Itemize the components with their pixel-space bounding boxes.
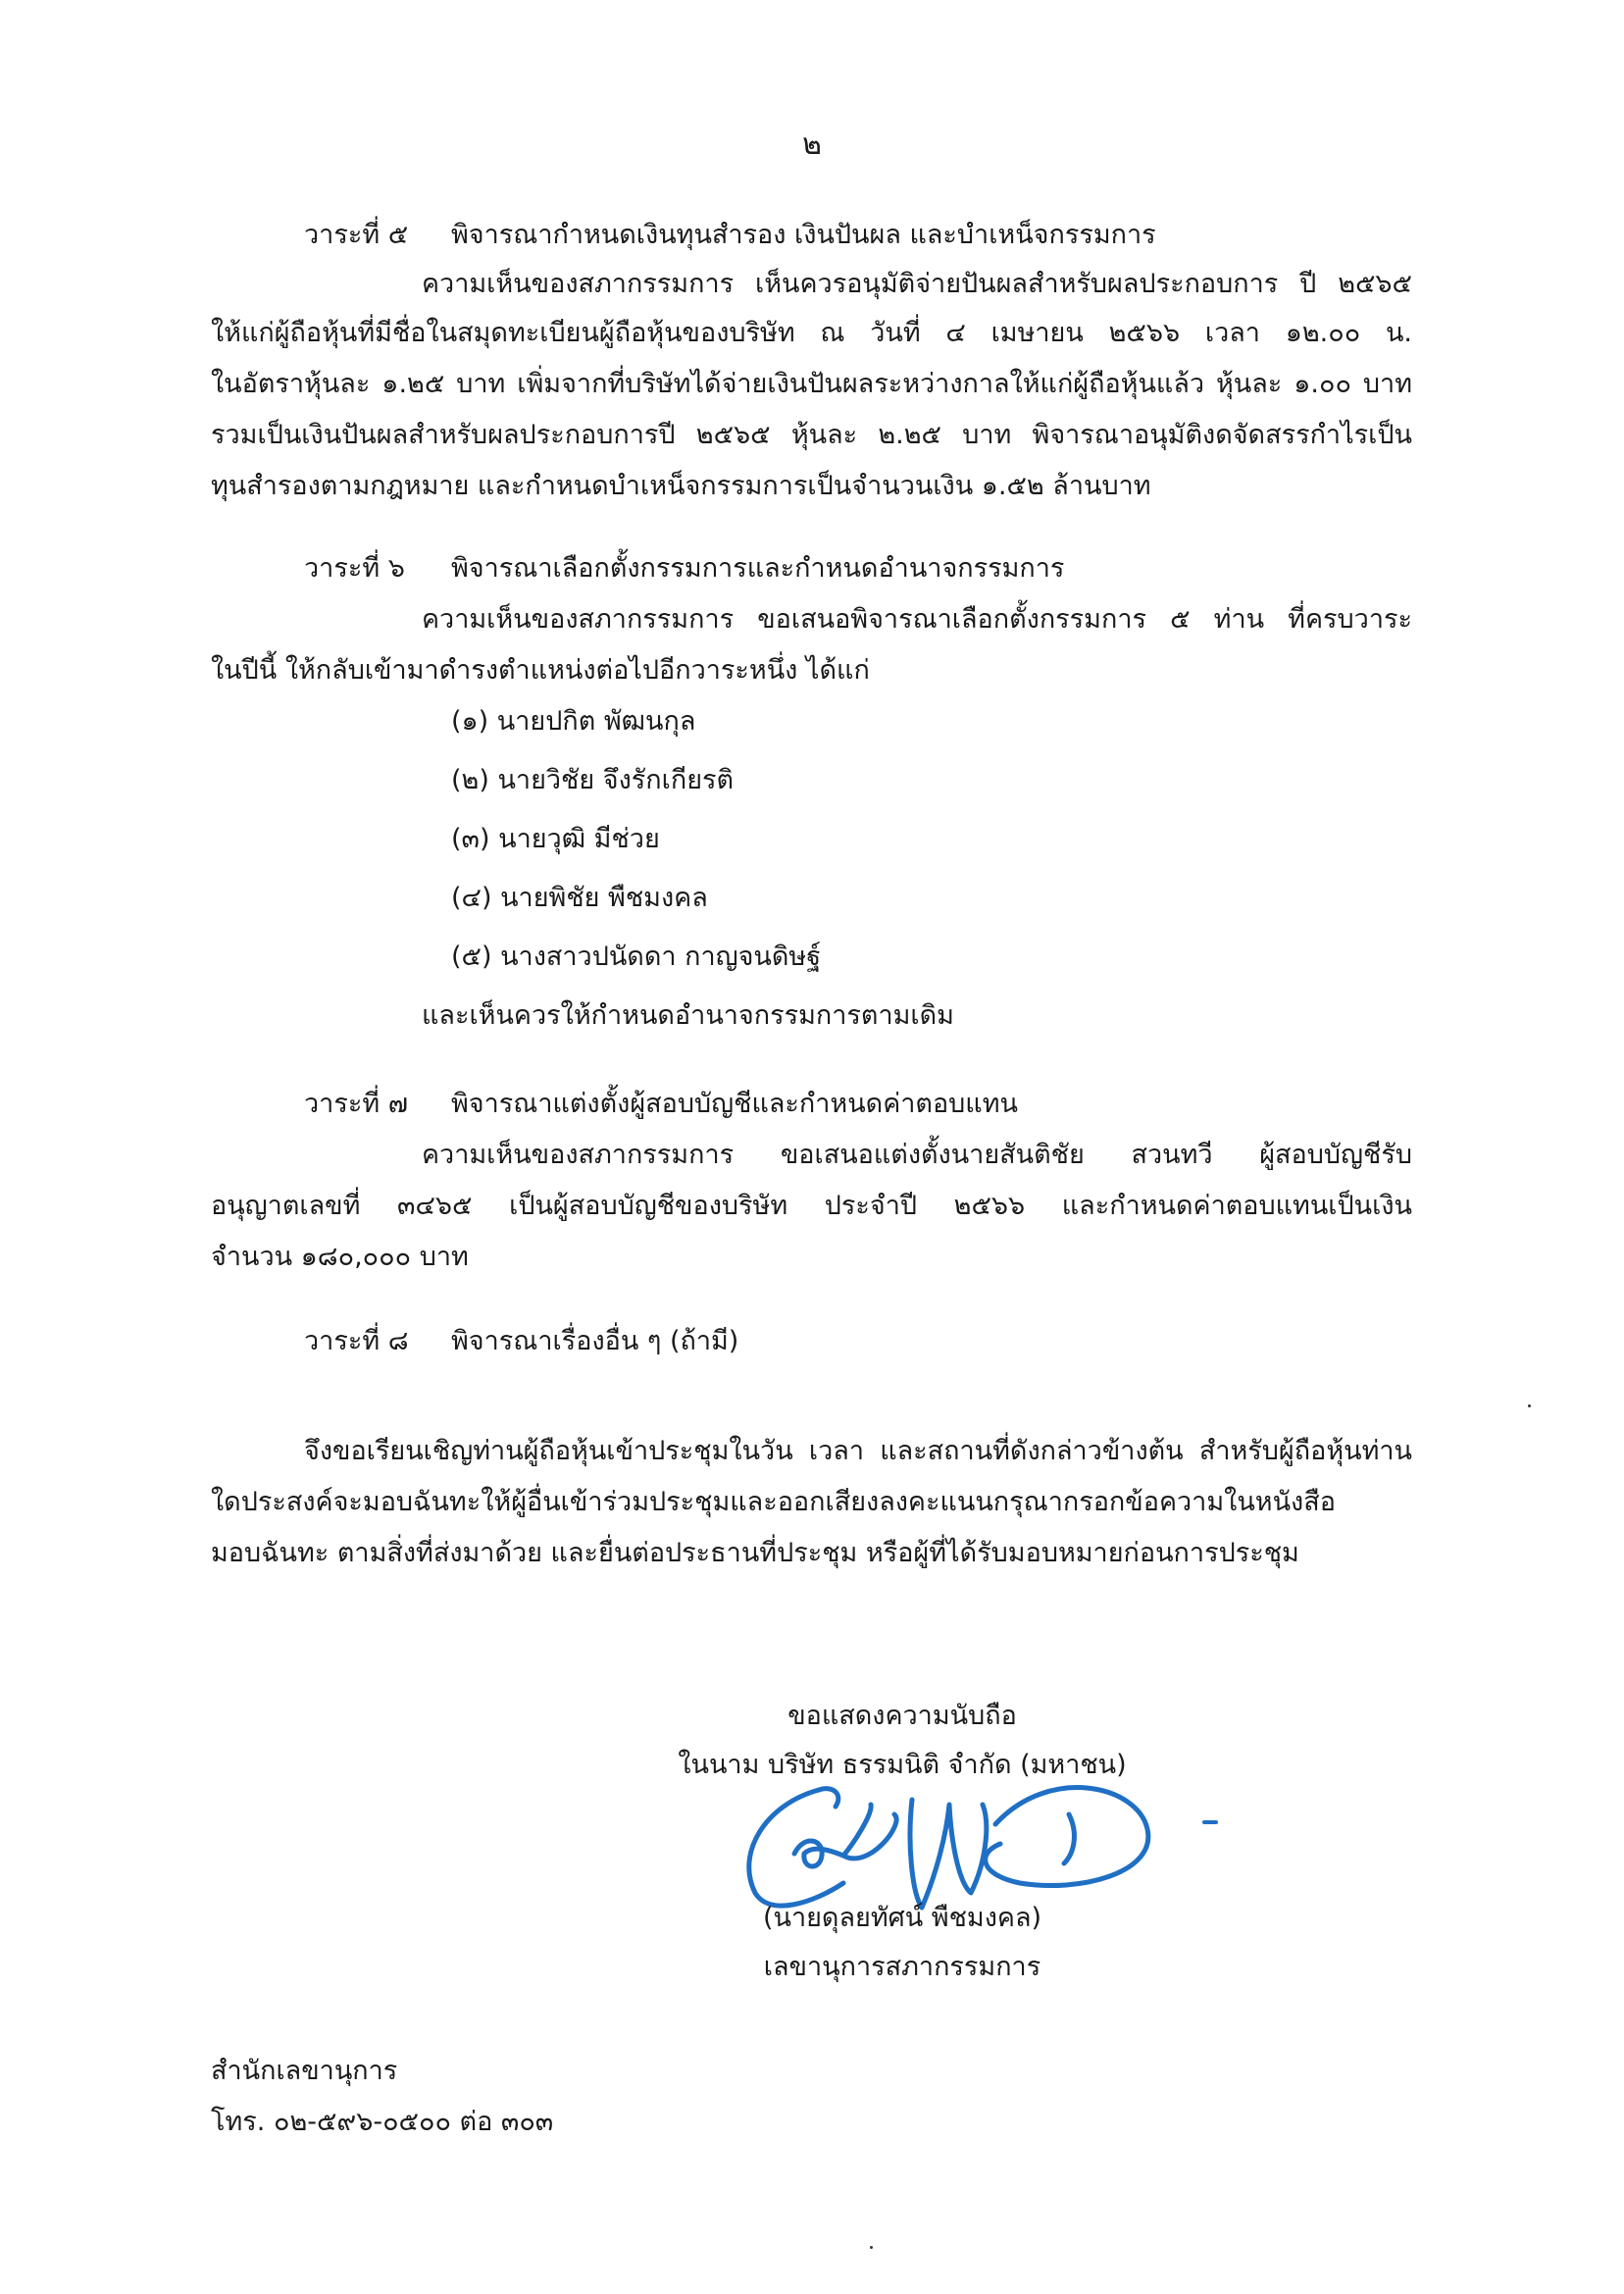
signer-title: เลขานุการสภากรรมการ bbox=[763, 1952, 1041, 1982]
scan-speck bbox=[870, 2246, 873, 2249]
agenda-7-heading bbox=[304, 1085, 1018, 1124]
agenda-5-line-5: ทุนสำรองตามกฎหมาย และกำหนดบำเหน็จกรรมการเป็นจำนวนเงิน ๑.๕๒ ล้านบาท bbox=[211, 471, 1151, 501]
agenda-8-title: พิจารณาเรื่องอื่น ๆ (ถ้ามี) bbox=[451, 1326, 739, 1356]
footer-office: สำนักเลขานุการ bbox=[211, 2056, 398, 2086]
agenda-6-line-1: ความเห็นของสภากรรมการ ขอเสนอพิจารณาเลือกตั้งกรรมการ ๕ ท่าน ที่ครบวาระ bbox=[422, 604, 1412, 635]
agenda-6-line-2: ในปีนี้ ให้กลับเข้ามาดำรงตำแหน่งต่อไปอีกวาระหนึ่ง ได้แก่ bbox=[211, 655, 870, 686]
agenda-6-closing: และเห็นควรให้กำหนดอำนาจกรรมการตามเดิม bbox=[422, 1000, 954, 1031]
agenda-8-heading bbox=[304, 1322, 738, 1361]
agenda-6-title: พิจารณาเลือกตั้งกรรมการและกำหนดอำนาจกรรมการ bbox=[451, 553, 1065, 584]
agenda-5-line-2: ให้แก่ผู้ถือหุ้นที่มีชื่อในสมุดทะเบียนผู้ถือหุ้นของบริษัท ณ วันที่ ๔ เมษายน ๒๕๖๖ เวลา ๑๒.๐๐ น. bbox=[211, 318, 1412, 348]
nominee-1: (๑) นายปกิต พัฒนกุล bbox=[451, 706, 696, 737]
agenda-5-line-3: ในอัตราหุ้นละ ๑.๒๕ บาท เพิ่มจากที่บริษัทได้จ่ายเงินปันผลระหว่างกาลให้แก่ผู้ถือหุ้นแล้ว หุ้นละ ๑.๐๐ บาท bbox=[211, 369, 1412, 399]
agenda-7-line-3: จำนวน ๑๘๐,๐๐๐ บาท bbox=[211, 1242, 469, 1272]
footer-phone: โทร. ๐๒-๕๙๖-๐๕๐๐ ต่อ ๓๐๓ bbox=[211, 2107, 554, 2137]
page-number: ๒ bbox=[802, 127, 822, 162]
agenda-5-label: วาระที่ ๕ bbox=[304, 220, 409, 250]
agenda-7-title: พิจารณาแต่งตั้งผู้สอบบัญชีและกำหนดค่าตอบแทน bbox=[451, 1089, 1018, 1119]
signer-name: (นายดุลยทัศน์ พืชมงคล) bbox=[762, 1903, 1042, 1933]
invitation-line-2: ใดประสงค์จะมอบฉันทะให้ผู้อื่นเข้าร่วมประชุมและออกเสียงลงคะแนนกรุณากรอกข้อความในหนังสือ bbox=[211, 1487, 1336, 1517]
agenda-5-line-1: ความเห็นของสภากรรมการ เห็นควรอนุมัติจ่ายปันผลสำหรับผลประกอบการ ปี ๒๕๖๕ bbox=[422, 269, 1412, 299]
nominee-2: (๒) นายวิชัย จึงรักเกียรติ bbox=[451, 765, 735, 795]
nominee-5: (๕) นางสาวปนัดดา กาญจนดิษฐ์ bbox=[451, 942, 822, 972]
agenda-7-line-2: อนุญาตเลขที่ ๓๔๖๕ เป็นผู้สอบบัญชีของบริษัท ประจำปี ๒๕๖๖ และกำหนดค่าตอบแทนเป็นเงิน bbox=[211, 1191, 1412, 1221]
closing-regards: ขอแสดงความนับถือ bbox=[787, 1701, 1017, 1731]
closing-on-behalf: ในนาม บริษัท ธรรมนิติ จำกัด (มหาชน) bbox=[678, 1750, 1127, 1780]
invitation-line-3: มอบฉันทะ ตามสิ่งที่ส่งมาด้วย และยื่นต่อประธานที่ประชุม หรือผู้ที่ได้รับมอบหมายก่อนการประชุม bbox=[211, 1538, 1299, 1568]
agenda-6-heading bbox=[304, 549, 1064, 588]
agenda-6-label: วาระที่ ๖ bbox=[304, 553, 405, 584]
agenda-7-label: วาระที่ ๗ bbox=[304, 1089, 409, 1119]
invitation-line-1: จึงขอเรียนเชิญท่านผู้ถือหุ้นเข้าประชุมในวัน เวลา และสถานที่ดังกล่าวข้างต้น สำหรับผู้ถือหุ้นท่าน bbox=[304, 1436, 1412, 1466]
agenda-5-line-4: รวมเป็นเงินปันผลสำหรับผลประกอบการปี ๒๕๖๕ หุ้นละ ๒.๒๕ บาท พิจารณาอนุมัติงดจัดสรรกำไรเป็น bbox=[211, 420, 1412, 450]
nominee-4: (๔) นายพิชัย พืชมงคล bbox=[451, 883, 708, 913]
nominee-3: (๓) นายวุฒิ มีช่วย bbox=[451, 824, 660, 854]
agenda-5-title: พิจารณากำหนดเงินทุนสำรอง เงินปันผล และบำเหน็จกรรมการ bbox=[451, 220, 1156, 250]
agenda-8-label: วาระที่ ๘ bbox=[304, 1326, 409, 1356]
agenda-5-heading bbox=[304, 216, 1156, 255]
scan-speck bbox=[1528, 1404, 1531, 1407]
agenda-7-line-1: ความเห็นของสภากรรมการ ขอเสนอแต่งตั้งนายสันติชัย สวนทวี ผู้สอบบัญชีรับ bbox=[422, 1140, 1412, 1170]
